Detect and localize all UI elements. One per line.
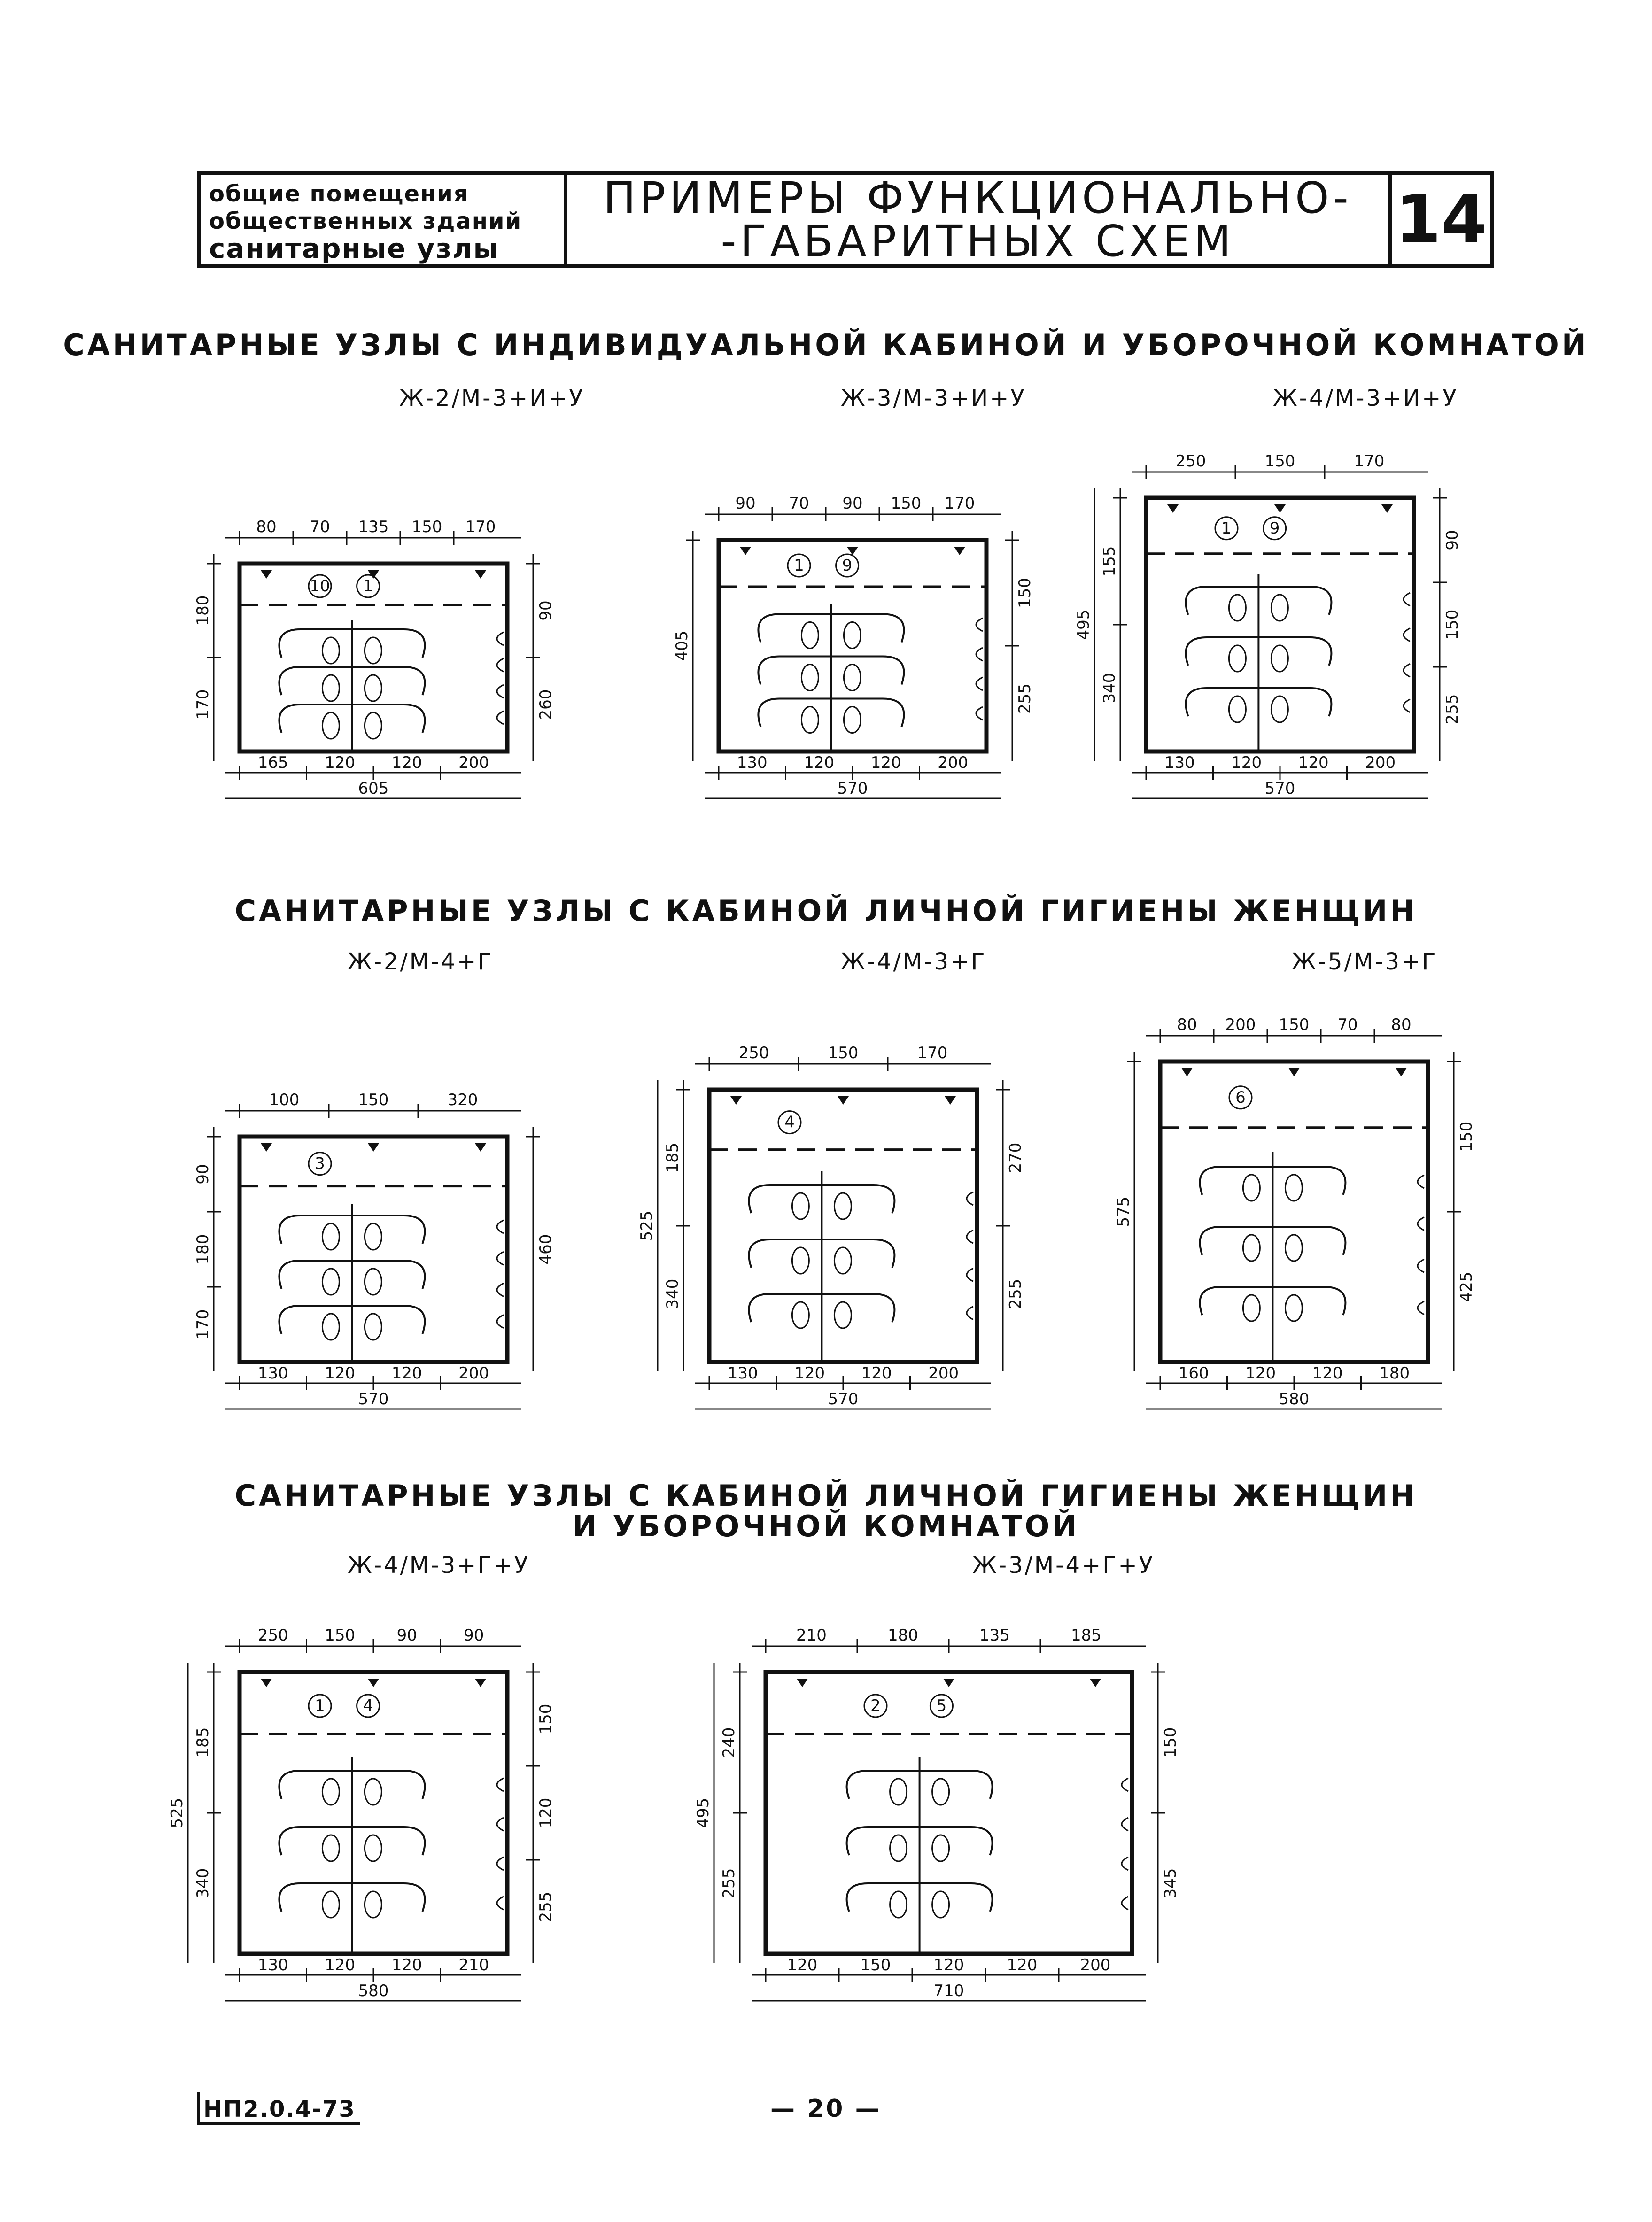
dimension-label: 180 <box>888 1626 918 1645</box>
dimension-label: 90 <box>735 494 756 513</box>
dimension-label: 70 <box>1337 1015 1358 1034</box>
toilet-icon <box>834 1302 851 1328</box>
washbasin-icon <box>497 1315 504 1328</box>
toilet-icon <box>844 707 861 733</box>
dimension-label: 120 <box>325 1364 356 1383</box>
dimension-label: 240 <box>720 1727 738 1758</box>
dimension-label: 200 <box>1080 1956 1111 1974</box>
dimension-label: 90 <box>842 494 863 513</box>
toilet-icon <box>322 1223 339 1250</box>
category-line-3: санитарные узлы <box>209 232 499 264</box>
dimension-label: 120 <box>325 1956 356 1974</box>
door-marker-icon <box>1274 504 1286 513</box>
washbasin-icon <box>1418 1301 1424 1315</box>
washbasin-icon <box>967 1192 973 1205</box>
washbasin-icon <box>497 685 504 698</box>
washbasin-icon <box>497 1778 504 1791</box>
dimension-label: 200 <box>458 753 489 772</box>
toilet-icon <box>801 665 818 691</box>
dimension-label: 150 <box>1016 578 1034 608</box>
dimension-label: 255 <box>1443 694 1462 725</box>
dimension-label: 180 <box>1379 1364 1410 1383</box>
room-marker-label: 5 <box>936 1696 947 1715</box>
total-dimension-label: 580 <box>1279 1390 1310 1409</box>
dimension-label: 90 <box>1443 530 1462 550</box>
door-marker-icon <box>368 1143 379 1152</box>
total-dimension-label: 570 <box>828 1390 859 1409</box>
dimension-label: 255 <box>536 1891 555 1922</box>
room-marker-label: 2 <box>870 1696 881 1715</box>
outer-wall <box>1160 1061 1428 1362</box>
door-marker-icon <box>261 570 272 579</box>
toilet-icon <box>365 637 381 664</box>
toilet-icon <box>834 1247 851 1274</box>
sheet-title-line-1: ПРИМЕРЫ ФУНКЦИОНАЛЬНО- <box>603 172 1352 223</box>
total-dimension-label: 525 <box>637 1210 656 1241</box>
dimension-label: 170 <box>944 494 975 513</box>
door-marker-icon <box>730 1096 742 1105</box>
dimension-label: 150 <box>1161 1727 1180 1758</box>
section-3-title: САНИТАРНЫЕ УЗЛЫ С КАБИНОЙ ЛИЧНОЙ ГИГИЕНЫ ЖЕНЩИН <box>234 1479 1418 1513</box>
washbasin-icon <box>497 1818 504 1831</box>
toilet-icon <box>801 622 818 649</box>
page-number: — 20 — <box>770 2095 882 2123</box>
toilet-icon <box>322 1835 339 1861</box>
dimension-label: 90 <box>536 600 555 621</box>
toilet-icon <box>932 1891 949 1918</box>
dimension-label: 150 <box>891 494 922 513</box>
door-marker-icon <box>1396 1068 1407 1076</box>
plan-label: Ж-2/М-3+И+У <box>399 385 585 411</box>
total-dimension-label: 495 <box>694 1797 713 1828</box>
toilet-icon <box>1229 645 1246 672</box>
dimension-label: 200 <box>458 1364 489 1383</box>
category-line-1: общие помещения <box>209 181 469 207</box>
dimension-label: 120 <box>325 753 356 772</box>
dimension-label: 165 <box>257 753 288 772</box>
dimension-label: 90 <box>396 1626 417 1645</box>
room-marker-label: 10 <box>310 577 330 596</box>
title-block <box>197 171 1494 268</box>
dimension-label: 120 <box>1298 753 1329 772</box>
dimension-label: 120 <box>794 1364 825 1383</box>
toilet-icon <box>932 1835 949 1861</box>
dimension-label: 255 <box>720 1868 738 1899</box>
door-marker-icon <box>1288 1068 1300 1076</box>
toilet-icon <box>365 1835 381 1861</box>
washbasin-icon <box>967 1307 973 1320</box>
toilet-icon <box>1243 1295 1260 1321</box>
dimension-label: 150 <box>358 1091 389 1109</box>
toilet-icon <box>1285 1235 1302 1261</box>
plan-label: Ж-3/М-3+И+У <box>841 385 1026 411</box>
washbasin-icon <box>1418 1175 1424 1188</box>
toilet-icon <box>890 1891 907 1918</box>
dimension-label: 120 <box>1231 753 1262 772</box>
washbasin-icon <box>976 618 983 631</box>
plan-label: Ж-2/М-4+Г <box>348 949 494 975</box>
dimension-label: 185 <box>1071 1626 1101 1645</box>
washbasin-icon <box>1404 664 1410 677</box>
dimension-label: 255 <box>1016 683 1034 714</box>
toilet-icon <box>365 1779 381 1805</box>
washbasin-icon <box>1122 1857 1128 1870</box>
washbasin-icon <box>497 632 504 645</box>
dimension-label: 185 <box>194 1727 212 1758</box>
dimension-label: 320 <box>447 1091 478 1109</box>
washbasin-icon <box>497 1283 504 1296</box>
dimension-label: 200 <box>928 1364 959 1383</box>
room-marker-label: 4 <box>784 1113 795 1132</box>
toilet-icon <box>322 1314 339 1340</box>
dimension-label: 150 <box>1443 609 1462 640</box>
dimension-label: 150 <box>1264 452 1295 471</box>
door-marker-icon <box>475 1143 486 1152</box>
door-marker-icon <box>797 1679 808 1687</box>
plan-label: Ж-3/М-4+Г+У <box>972 1552 1155 1579</box>
dimension-label: 150 <box>860 1956 891 1974</box>
door-marker-icon <box>368 1679 379 1687</box>
dimension-label: 340 <box>194 1868 212 1899</box>
dimension-label: 260 <box>536 689 555 720</box>
floor-plan <box>667 484 1057 827</box>
door-marker-icon <box>740 547 751 555</box>
room-marker-label: 1 <box>1221 519 1232 538</box>
dimension-label: 170 <box>194 689 212 720</box>
dimension-label: 180 <box>194 595 212 626</box>
dimension-label: 130 <box>257 1956 288 1974</box>
dimension-label: 120 <box>391 753 422 772</box>
toilet-icon <box>365 1314 381 1340</box>
dimension-label: 255 <box>1006 1278 1025 1309</box>
door-marker-icon <box>1181 1068 1193 1076</box>
washbasin-icon <box>497 1897 504 1910</box>
dimension-label: 135 <box>979 1626 1010 1645</box>
plan-label: Ж-4/М-3+Г+У <box>348 1552 530 1579</box>
dimension-label: 155 <box>1100 546 1119 577</box>
toilet-icon <box>801 707 818 733</box>
washbasin-icon <box>976 648 983 661</box>
toilet-icon <box>792 1193 809 1219</box>
door-marker-icon <box>261 1679 272 1687</box>
door-marker-icon <box>475 1679 486 1687</box>
dimension-label: 70 <box>789 494 809 513</box>
dimension-label: 120 <box>391 1364 422 1383</box>
sheet-number: 14 <box>1395 181 1487 258</box>
toilet-icon <box>322 675 339 701</box>
room-marker-label: 9 <box>1269 519 1280 538</box>
washbasin-icon <box>976 677 983 690</box>
room-marker-label: 4 <box>363 1696 373 1715</box>
dimension-label: 150 <box>1279 1015 1310 1034</box>
plan-label: Ж-5/М-3+Г <box>1292 949 1438 975</box>
dimension-label: 120 <box>536 1797 555 1828</box>
dimension-label: 120 <box>870 753 901 772</box>
washbasin-icon <box>1404 699 1410 712</box>
section-2-title: САНИТАРНЫЕ УЗЛЫ С КАБИНОЙ ЛИЧНОЙ ГИГИЕНЫ ЖЕНЩИН <box>234 894 1418 928</box>
dimension-label: 120 <box>861 1364 892 1383</box>
washbasin-icon <box>1122 1818 1128 1831</box>
toilet-icon <box>844 665 861 691</box>
sheet-title <box>567 172 1392 266</box>
dimension-label: 170 <box>465 518 496 536</box>
plan-label: Ж-4/М-3+Г <box>841 949 987 975</box>
room-marker-label: 3 <box>315 1154 325 1173</box>
toilet-icon <box>1229 595 1246 621</box>
toilet-icon <box>1243 1235 1260 1261</box>
floor-plan <box>1074 441 1484 827</box>
dimension-label: 80 <box>256 518 277 536</box>
door-marker-icon <box>1381 504 1393 513</box>
dimension-label: 90 <box>194 1164 212 1185</box>
dimension-label: 130 <box>737 753 768 772</box>
toilet-icon <box>365 712 381 739</box>
outer-wall <box>240 1672 507 1954</box>
category-line-2: общественных зданий <box>209 208 522 234</box>
washbasin-icon <box>967 1268 973 1281</box>
dimension-label: 130 <box>727 1364 758 1383</box>
toilet-icon <box>1285 1295 1302 1321</box>
washbasin-icon <box>1404 593 1410 606</box>
washbasin-icon <box>497 1220 504 1233</box>
dimension-label: 120 <box>933 1956 964 1974</box>
toilet-icon <box>322 637 339 664</box>
dimension-label: 120 <box>1312 1364 1343 1383</box>
door-marker-icon <box>475 570 486 579</box>
toilet-icon <box>1271 645 1288 672</box>
room-marker-label: 6 <box>1235 1088 1246 1107</box>
toilet-icon <box>322 1779 339 1805</box>
sheet-title-line-2: -ГАБАРИТНЫХ СХЕМ <box>721 216 1235 266</box>
total-dimension-label: 710 <box>933 1982 964 2000</box>
dimension-label: 210 <box>458 1956 489 1974</box>
floor-plan <box>694 1616 1202 2029</box>
dimension-label: 135 <box>358 518 389 536</box>
dimension-label: 250 <box>738 1044 769 1062</box>
washbasin-icon <box>1418 1217 1424 1231</box>
dimension-label: 200 <box>938 753 969 772</box>
toilet-icon <box>890 1779 907 1805</box>
floor-plan <box>188 507 578 827</box>
dimension-label: 150 <box>1457 1121 1476 1152</box>
washbasin-icon <box>497 658 504 672</box>
washbasin-icon <box>1418 1259 1424 1272</box>
total-dimension-label: 570 <box>837 779 868 798</box>
dimension-label: 120 <box>1007 1956 1038 1974</box>
total-dimension-label: 605 <box>358 779 389 798</box>
total-dimension-label: 580 <box>358 1982 389 2000</box>
dimension-label: 100 <box>269 1091 300 1109</box>
toilet-icon <box>890 1835 907 1861</box>
dimension-label: 150 <box>411 518 442 536</box>
dimension-label: 170 <box>194 1309 212 1340</box>
toilet-icon <box>834 1193 851 1219</box>
dimension-label: 120 <box>1245 1364 1276 1383</box>
room-marker-label: 1 <box>315 1696 325 1715</box>
floor-plan <box>637 1033 1047 1437</box>
toilet-icon <box>1271 696 1288 722</box>
section-3-title-line-2: И УБОРОЧНОЙ КОМНАТОЙ <box>572 1509 1080 1543</box>
toilet-icon <box>365 675 381 701</box>
dimension-label: 250 <box>1175 452 1206 471</box>
floor-plan <box>188 1080 578 1437</box>
dimension-label: 80 <box>1177 1015 1197 1034</box>
toilet-icon <box>365 1223 381 1250</box>
total-dimension-label: 495 <box>1074 609 1093 640</box>
washbasin-icon <box>1122 1897 1128 1910</box>
door-marker-icon <box>943 1679 954 1687</box>
toilet-icon <box>322 1269 339 1295</box>
dimension-label: 185 <box>663 1142 682 1173</box>
room-marker-label: 9 <box>842 556 853 575</box>
dimension-label: 150 <box>828 1044 859 1062</box>
plan-label: Ж-4/М-3+И+У <box>1273 385 1458 411</box>
dimension-label: 340 <box>663 1278 682 1309</box>
toilet-icon <box>1285 1175 1302 1201</box>
washbasin-icon <box>1404 628 1410 642</box>
washbasin-icon <box>497 1857 504 1870</box>
total-dimension-label: 570 <box>358 1390 389 1409</box>
toilet-icon <box>322 712 339 739</box>
dimension-label: 405 <box>673 630 691 661</box>
floor-plan <box>1109 1005 1498 1437</box>
dimension-label: 460 <box>536 1234 555 1265</box>
washbasin-icon <box>1122 1778 1128 1791</box>
document-code: НП2.0.4-73 <box>197 2092 360 2125</box>
dimension-label: 270 <box>1006 1142 1025 1173</box>
room-marker-label: 1 <box>363 577 373 596</box>
dimension-label: 200 <box>1225 1015 1256 1034</box>
dimension-label: 160 <box>1178 1364 1209 1383</box>
washbasin-icon <box>967 1230 973 1243</box>
dimension-label: 120 <box>804 753 835 772</box>
dimension-label: 200 <box>1365 753 1396 772</box>
dimension-label: 345 <box>1161 1868 1180 1899</box>
toilet-icon <box>844 622 861 649</box>
dimension-label: 150 <box>536 1703 555 1734</box>
dimension-label: 120 <box>787 1956 818 1974</box>
dimension-label: 180 <box>194 1234 212 1265</box>
section-1-title: САНИТАРНЫЕ УЗЛЫ С ИНДИВИДУАЛЬНОЙ КАБИНОЙ И УБОРОЧНОЙ КОМНАТОЙ <box>63 328 1589 362</box>
toilet-icon <box>365 1891 381 1918</box>
outer-wall <box>709 1090 977 1362</box>
category-block <box>201 175 567 264</box>
washbasin-icon <box>497 1252 504 1265</box>
dimension-label: 210 <box>796 1626 827 1645</box>
dimension-label: 80 <box>1391 1015 1412 1034</box>
door-marker-icon <box>945 1096 956 1105</box>
floor-plan <box>168 1616 578 2029</box>
dimension-label: 170 <box>917 1044 948 1062</box>
dimension-label: 425 <box>1457 1271 1476 1302</box>
toilet-icon <box>792 1247 809 1274</box>
toilet-icon <box>1243 1175 1260 1201</box>
total-dimension-label: 525 <box>168 1797 186 1828</box>
door-marker-icon <box>1090 1679 1101 1687</box>
dimension-label: 150 <box>325 1626 356 1645</box>
toilet-icon <box>365 1269 381 1295</box>
door-marker-icon <box>1167 504 1179 513</box>
total-dimension-label: 570 <box>1264 779 1295 798</box>
dimension-label: 340 <box>1100 673 1119 704</box>
dimension-label: 170 <box>1354 452 1385 471</box>
dimension-label: 575 <box>1114 1196 1133 1227</box>
dimension-label: 120 <box>391 1956 422 1974</box>
room-marker-label: 1 <box>794 556 804 575</box>
dimension-label: 130 <box>257 1364 288 1383</box>
door-marker-icon <box>954 547 965 555</box>
door-marker-icon <box>261 1143 272 1152</box>
dimension-label: 70 <box>310 518 330 536</box>
dimension-label: 250 <box>257 1626 288 1645</box>
toilet-icon <box>792 1302 809 1328</box>
toilet-icon <box>932 1779 949 1805</box>
washbasin-icon <box>976 707 983 720</box>
toilet-icon <box>1271 595 1288 621</box>
washbasin-icon <box>497 711 504 724</box>
dimension-label: 90 <box>464 1626 484 1645</box>
toilet-icon <box>1229 696 1246 722</box>
toilet-icon <box>322 1891 339 1918</box>
dimension-label: 130 <box>1164 753 1195 772</box>
door-marker-icon <box>838 1096 849 1105</box>
